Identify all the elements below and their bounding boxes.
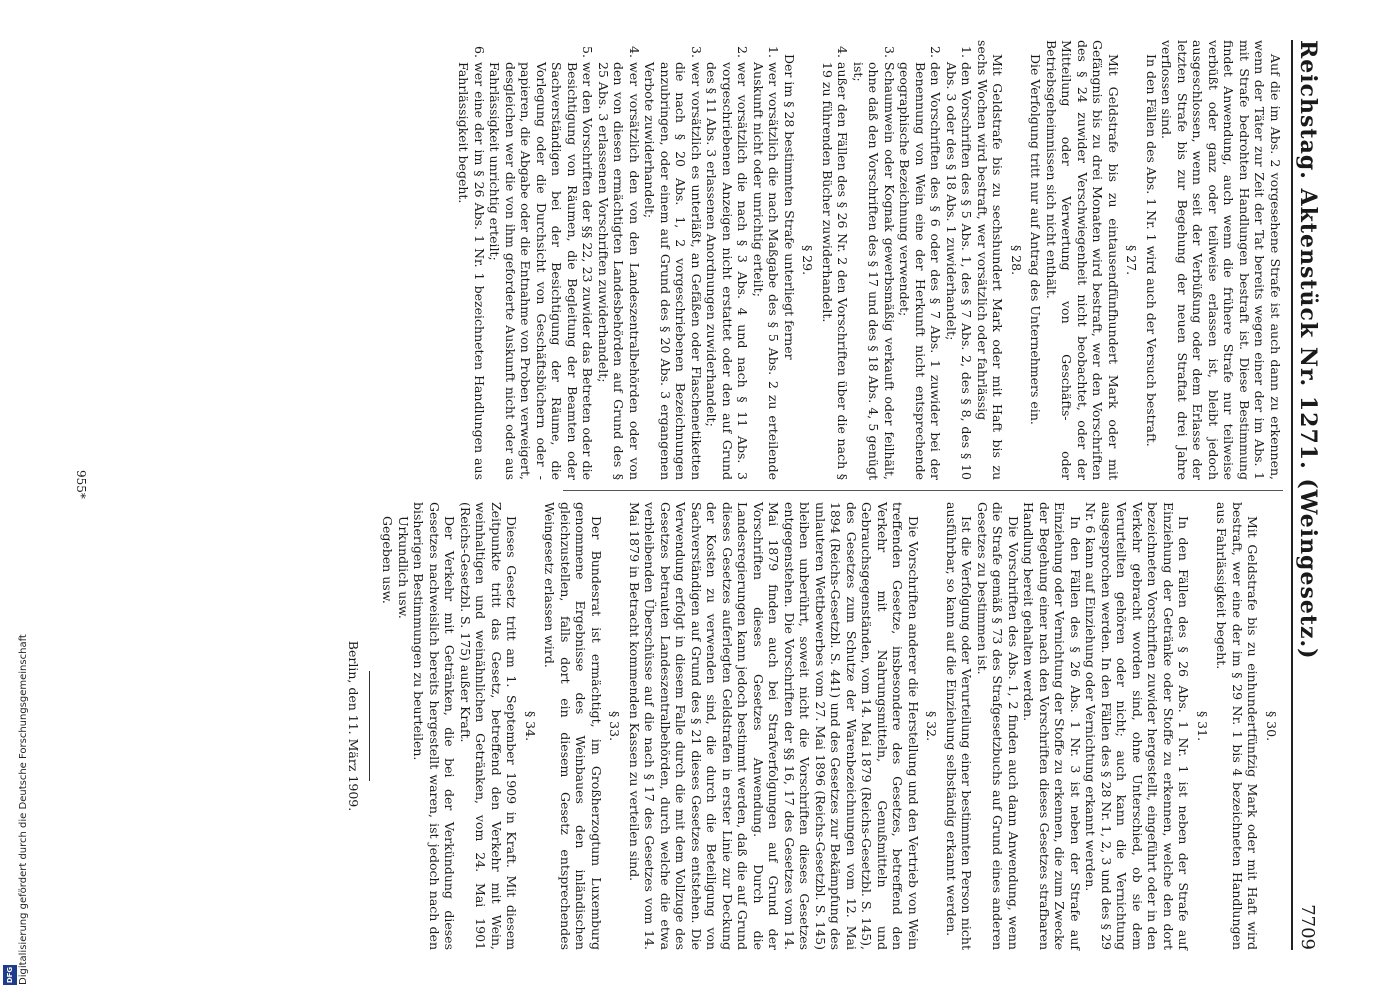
section-heading: § 29. [800, 244, 816, 276]
paragraph: In den Fällen des § 26 Abs. 1 Nr. 1 ist neben der Strafe auf Einziehung der Getränke oder Stoffe zu erkennen, welche den dort bezeichneten Vorschriften zuwider hergestellt, eingeführt oder in den Verkehr gebracht worden sind, ohne Unterschied, ob sie dem Verurteilten gehören oder nicht; auch kann die Vernichtung ausgesprochen werden. In den Fällen des § 28 Nr. 1, 2, 3 und des § 29 Nr. 6 kann auf Einziehung oder Vernichtung erkannt werden. [1083, 502, 1192, 950]
list-item: 1.wer vorsätzlich die nach Maßgabe des § 5 Abs. 2 zu erteilende Auskunft nicht oder unrichtig erteilt; [751, 46, 782, 480]
paragraph: Dieses Gesetz tritt am 1. September 1909 in Kraft. Mit diesem Zeitpunkte tritt das Gesetz, betreffend den Verkehr mit Wein, weinhaltigen und weinähnlichen Getränken, vom 24. Mai 1901 (Reichs-Gesetzbl. S. 175) außer Kraft. [458, 502, 520, 950]
paragraph: Mit Geldstrafe bis zu einhundertfünfzig Mark oder mit Haft wird bestraft, wer eine der im § 29 Nr. 1 bis 4 bezeichneten Handlungen aus Fahrlässigkeit begeht. [1214, 502, 1261, 950]
paragraph: Ist die Verfolgung oder Verurteilung einer bestimmten Person nicht ausführbar, so kann auf die Einziehung selbständig erkannt werden. [944, 502, 975, 950]
column-divider [563, 490, 1283, 491]
list-item: 2.wer vorsätzlich die nach § 3 Abs. 4 und nach § 11 Abs. 3 vorgeschriebenen Anzeigen nicht erstattet oder den auf Grund des § 11 Abs. 3 erlassenen Anordnungen zuwiderhandelt; [704, 46, 751, 480]
paragraph: Die Verfolgung tritt nur auf Antrag des Unternehmers ein. [1028, 54, 1044, 425]
paragraph: Der Verkehr mit Getränken, die bei der Verkündung dieses Gesetzes nachweislich bereits hergestellt waren, ist jedoch nach den bisherigen Bestimmungen zu beurteilen. [411, 502, 458, 950]
signature-rule [369, 671, 370, 781]
paragraph: Der im § 28 bestimmten Strafe unterliegt ferner [782, 54, 797, 360]
section-heading: § 27. [1124, 244, 1140, 276]
footer-strip [0, 0, 29, 1000]
list-item: 2.den Vorschriften des § 6 oder des § 7 Abs. 1 zuwider bei der Benennung von Wein eine der Herkunft nicht entsprechende geographische Bezeichnung verwendet; [897, 46, 944, 480]
section-heading: § 33. [607, 710, 623, 742]
right-column [346, 502, 1284, 950]
paragraph: Mit Geldstrafe bis zu sechshundert Mark oder mit Haft bis zu sechs Wochen wird bestraft, wer vorsätzlich oder fahrlässig [975, 40, 1006, 480]
section-heading: § 30. [1264, 710, 1279, 742]
section-heading: § 34. [523, 710, 538, 742]
page-header [1291, 40, 1323, 950]
paragraph: Auf die im Abs. 2 vorgesehene Strafe ist auch dann zu erkennen, wenn der Täter zur Zeit der Tat bereits wegen einer der im Abs. 1 mit Strafe bedrohten Handlungen bestraft ist. Diese Bestimmung findet Anwendung, auch wenn die frühere Strafe nur teilweise verbüßt oder ganz oder teilweise erlassen ist, bleibt jedoch ausgeschlossen, wenn seit der Verbüßung oder dem Erlasse der letzten Strafe bis zur Begehung der neuen Straftat drei Jahre verflossen sind. [1159, 40, 1283, 480]
paragraph: Gegeben usw. [380, 516, 396, 604]
paragraph: Die Vorschriften anderer die Herstellung und den Vertrieb von Wein treffenden Gesetze, insbesondere des Gesetzes, betreffend den Verkehr mit Nahrungsmitteln, Genußmitteln und Gebrauchsgegenständen, vom 14. Mai 1879 (Reichs-Gesetzbl. S. 145), des Gesetzes zum Schutze der Warenbezeichnungen vom 12. Mai 1894 (Reichs-Gesetzbl. S. 441) und des Gesetzes zur Bekämpfung des unlauteren Wettbewerbes vom 27. Mai 1896 (Reichs-Gesetzbl. S. 145) bleiben unberührt, soweit nicht die Vorschriften dieses Gesetzes entgegenstehen. Die Vorschriften der §§ 16, 17 des Gesetzes vom 14. Mai 1879 finden auch bei Strafverfolgungen auf Grund der Vorschriften dieses Gesetzes Anwendung. Durch die Landesregierungen kann jedoch bestimmt werden, daß die auf Grund dieses Gesetzes auferlegten Geldstrafen in erster Linie zur Deckung der Kosten zu verwenden sind, die durch die Beteiligung von Sachverständigen auf Grund des § 21 dieses Gesetzes entstehen. Die Verwendung erfolgt in diesem Falle durch die mit dem Vollzuge des Gesetzes betrauten Landeszentralbehörden, durch welche die etwa verbleibenden Überschüsse auf die nach § 17 des Gesetzes vom 14. Mai 1879 in Betracht kommenden Kassen zu verteilen sind. [627, 502, 921, 950]
running-title: Reichstag. Aktenstück Nr. 1271. (Weingesetz.) [1295, 40, 1321, 660]
section-heading: § 32. [924, 710, 940, 742]
paragraph: In den Fällen des Abs. 1 Nr. 1 wird auch der Versuch bestraft. [1144, 54, 1159, 447]
paragraph: Urkundlich usw. [396, 516, 411, 619]
section-heading: § 28. [1009, 244, 1024, 276]
list-item: 1.den Vorschriften des § 5 Abs. 1, des § 7 Abs. 2, des § 8, des § 10 Abs. 3 oder des § 18 Abs. 1 zuwiderhandelt; [944, 46, 975, 480]
page-number-top: 7709 [1297, 904, 1319, 950]
paragraph: In den Fällen des § 26 Abs. 1 Nr. 3 ist neben der Strafe auf Einziehung oder Vernichtung der Stoffe zu erkennen, die zum Zwecke der Begehung einer nach den Vorschriften dieses Gesetzes strafbaren Handlung bereit gehalten werden. [1021, 502, 1083, 950]
dfg-logo: DFG [3, 965, 17, 985]
list-item: 3.Schaumwein oder Kognak gewerbsmäßig verkauft oder feilhält, ohne daß den Vorschriften des § 17 und des § 18 Abs. 4, 5 genügt ist; [851, 46, 897, 480]
list-item: 4.wer vorsätzlich den von den Landeszentralbehörden oder von den von diesen ermächtigten Landesbehörden auf Grund des § 25 Abs. 3 erlassenen Vorschriften zuwiderhandelt; [596, 46, 642, 480]
left-column [456, 40, 1283, 480]
page-number-bottom: 955* [74, 470, 88, 499]
list-item: 4.außer den Fällen des § 26 Nr. 2 den Vorschriften über die nach § 19 zu führenden Bücher zuwiderhandelt. [820, 46, 851, 480]
place-date: Berlin, den 11. März 1909. [346, 640, 361, 812]
section-heading: § 31. [1195, 710, 1210, 742]
paragraph: Die Vorschriften des Abs. 1, 2 finden auch dann Anwendung, wenn die Strafe gemäß § 73 des Strafgesetzbuchs auf Grund eines anderen Gesetzes zu bestimmen ist. [975, 502, 1021, 950]
paragraph: Mit Geldstrafe bis zu eintausendfünfhundert Mark oder mit Gefängnis bis zu drei Monaten wird bestraft, wer den Vorschriften des § 24 zuwider Verschwiegenheit nicht beobachtet, oder der Mitteilung oder Verwertung von Geschäfts- oder Betriebsgeheimnissen sich nicht enthält. [1044, 40, 1121, 480]
list-item: 5.wer den Vorschriften der §§ 22, 23 zuwider das Betreten oder die Besichtigung von Räumen, die Begleitung der Beamten oder Sachverständigen bei der Besichtigung der Räume, die Vorlegung oder die Durchsicht von Geschäftsbüchern oder -papieren, die Abgabe oder die Entnahme von Proben verweigert, desgleichen wer die von ihm geforderte Auskunft nicht oder aus Fahrlässigkeit unrichtig erteilt; [487, 46, 596, 480]
list-item: 6.wer eine der im § 26 Abs. 1 Nr. 1 bezeichneten Handlungen aus Fahrlässigkeit begeht. [456, 46, 487, 480]
footer-credit: Digitalisierung gefördert durch die Deutsche Forschungsgemeinschaft [18, 634, 29, 985]
paragraph: Der Bundesrat ist ermächtigt, im Großherzogtum Luxemburg genommene Ergebnisse des Weinbaues den inländischen gleichzustellen, falls dort ein diesem Gesetz entsprechendes Weingesetz erlassen wird. [542, 502, 604, 950]
list-item: 3.wer vorsätzlich es unterläßt, an Gefäßen oder Flaschenetiketten die nach § 20 Abs. 1, 2 vorgeschriebenen Bezeichnungen anzubringen, oder einem auf Grund des § 20 Abs. 3 ergangenen Verbote zuwiderhandelt; [642, 46, 704, 480]
